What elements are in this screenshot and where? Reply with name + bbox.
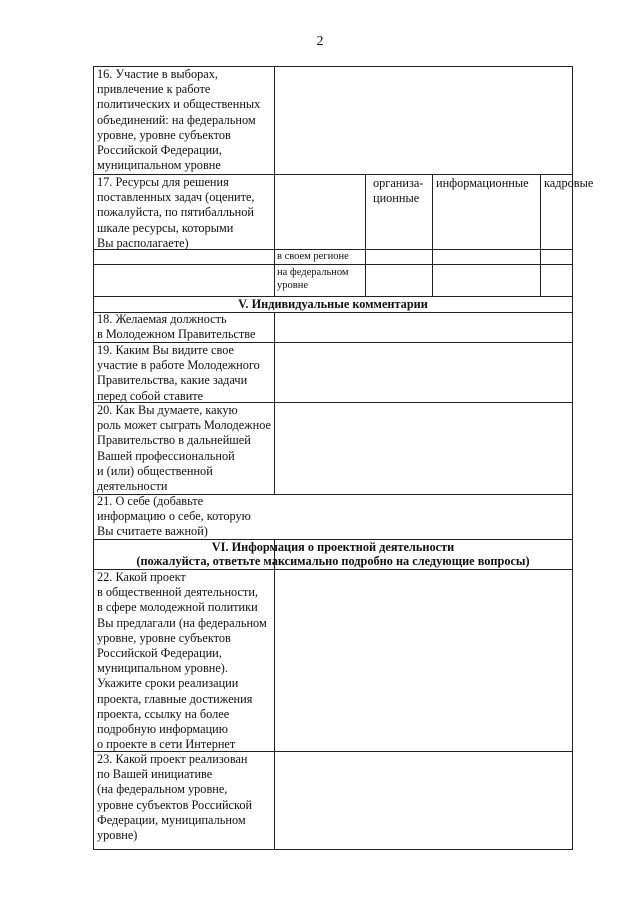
column-divider — [540, 174, 541, 296]
resource-row-federal: на федеральном уровне — [277, 267, 349, 291]
page-number: 2 — [316, 34, 324, 49]
table-border-bottom — [93, 849, 573, 850]
resource-row-region: в своем регионе — [277, 251, 349, 262]
questionnaire-table — [93, 66, 594, 850]
row-divider — [93, 264, 573, 265]
column-divider — [274, 66, 275, 296]
column-divider — [432, 174, 433, 296]
question-16-label: 16. Участие в выборах, привлечение к работе политических и общественных объединений: на федеральном уровне, уровне субъектов Российской Федерации, муниципальном уровне — [97, 67, 261, 173]
question-23-label: 23. Какой проект реализован по Вашей инициативе (на федеральном уровне, уровне субъектов Российской Федерации, муниципальном уровне) — [97, 752, 253, 843]
question-18-label: 18. Желаемая должность в Молодежном Правительстве — [97, 312, 256, 342]
section-5-header: V. Индивидуальные комментарии — [238, 297, 428, 311]
column-divider — [274, 312, 275, 494]
question-22-label: 22. Какой проект в общественной деятельности, в сфере молодежной политики Вы предлагали (на федеральном уровне, уровне субъектов Российской Федерации, муниципальном уровне). Укажите сроки реализации проекта, главные достижения проекта, ссылку на более подробную информацию о проекте в сети Интернет — [97, 570, 267, 752]
question-19-label: 19. Каким Вы видите свое участие в работе Молодежного Правительства, какие задачи перед собой ставите — [97, 343, 260, 403]
column-divider — [274, 569, 275, 849]
resource-column-personnel: кадровые — [544, 176, 594, 190]
question-20-label: 20. Как Вы думаете, какую роль может сыграть Молодежное Правительство в дальнейшей Вашей профессиональной и (или) общественной деятельности — [97, 403, 272, 494]
section-6-header: VI. Информация о проектной деятельности (пожалуйста, ответьте максимально подробно на следующие вопросы) — [136, 540, 530, 568]
question-21-label: 21. О себе (добавьте информацию о себе, которую Вы считаете важной) — [97, 494, 251, 539]
question-17-label: 17. Ресурсы для решения поставленных задач (оцените, пожалуйста, по пятибалльной шкале ресурсы, которыми Вы располагаете) — [97, 175, 255, 250]
resource-column-organizational: организа- ционные — [373, 176, 424, 206]
table-border-left — [93, 66, 94, 850]
resource-column-informational: информационные — [436, 176, 529, 190]
